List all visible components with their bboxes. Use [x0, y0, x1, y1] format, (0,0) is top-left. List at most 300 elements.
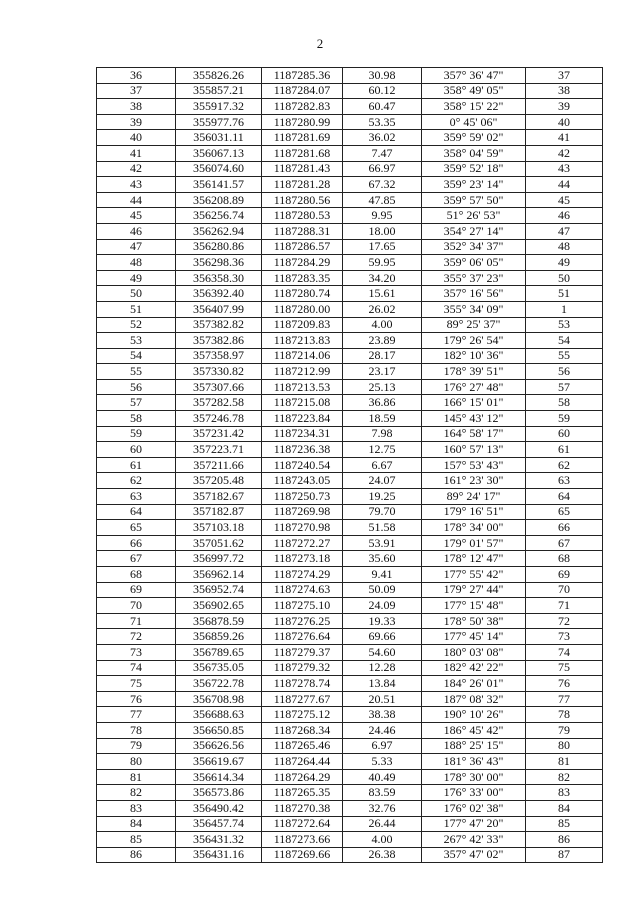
x-coordinate-cell: 356997.72: [176, 551, 262, 567]
point-number-cell: 79: [97, 738, 176, 754]
y-coordinate-cell: 1187275.10: [262, 598, 343, 614]
point-number-cell: 53: [97, 333, 176, 349]
distance-cell: 9.41: [343, 567, 422, 583]
table-row: [97, 114, 603, 130]
x-coordinate-cell: 356962.14: [176, 567, 262, 583]
next-point-number-cell: 86: [526, 832, 603, 848]
y-coordinate-cell: 1187281.28: [262, 177, 343, 193]
direction-angle-cell: 166° 15' 01": [422, 395, 526, 411]
direction-angle-cell: 354° 27' 14": [422, 223, 526, 239]
x-coordinate-cell: 357103.18: [176, 520, 262, 536]
direction-angle-cell: 178° 34' 00": [422, 520, 526, 536]
table-row: [97, 192, 603, 208]
distance-cell: 13.84: [343, 676, 422, 692]
direction-angle-cell: 352° 34' 37": [422, 239, 526, 255]
next-point-number-cell: 58: [526, 395, 603, 411]
point-number-cell: 85: [97, 832, 176, 848]
next-point-number-cell: 39: [526, 99, 603, 115]
next-point-number-cell: 55: [526, 348, 603, 364]
x-coordinate-cell: 356074.60: [176, 161, 262, 177]
coordinates-table-body: [97, 68, 603, 863]
distance-cell: 36.86: [343, 395, 422, 411]
x-coordinate-cell: 356735.05: [176, 660, 262, 676]
x-coordinate-cell: 357330.82: [176, 364, 262, 380]
point-number-cell: 67: [97, 551, 176, 567]
page-number: 2: [316, 36, 324, 51]
next-point-number-cell: 1: [526, 301, 603, 317]
table-row: [97, 333, 603, 349]
next-point-number-cell: 75: [526, 660, 603, 676]
table-row: [97, 644, 603, 660]
point-number-cell: 57: [97, 395, 176, 411]
distance-cell: 26.44: [343, 816, 422, 832]
distance-cell: 12.75: [343, 442, 422, 458]
coordinates-table: [96, 67, 603, 863]
x-coordinate-cell: 357182.87: [176, 504, 262, 520]
y-coordinate-cell: 1187250.73: [262, 489, 343, 505]
direction-angle-cell: 358° 04' 59": [422, 145, 526, 161]
direction-angle-cell: 176° 27' 48": [422, 379, 526, 395]
distance-cell: 9.95: [343, 208, 422, 224]
next-point-number-cell: 71: [526, 598, 603, 614]
y-coordinate-cell: 1187212.99: [262, 364, 343, 380]
next-point-number-cell: 79: [526, 722, 603, 738]
y-coordinate-cell: 1187270.98: [262, 520, 343, 536]
x-coordinate-cell: 356256.74: [176, 208, 262, 224]
x-coordinate-cell: 356208.89: [176, 192, 262, 208]
next-point-number-cell: 73: [526, 629, 603, 645]
next-point-number-cell: 84: [526, 800, 603, 816]
y-coordinate-cell: 1187281.69: [262, 130, 343, 146]
direction-angle-cell: 358° 49' 05": [422, 83, 526, 99]
distance-cell: 51.58: [343, 520, 422, 536]
direction-angle-cell: 51° 26' 53": [422, 208, 526, 224]
table-row: [97, 489, 603, 505]
y-coordinate-cell: 1187280.00: [262, 301, 343, 317]
x-coordinate-cell: 355857.21: [176, 83, 262, 99]
distance-cell: 83.59: [343, 785, 422, 801]
next-point-number-cell: 38: [526, 83, 603, 99]
point-number-cell: 44: [97, 192, 176, 208]
next-point-number-cell: 59: [526, 411, 603, 427]
table-row: [97, 379, 603, 395]
table-row: [97, 691, 603, 707]
point-number-cell: 72: [97, 629, 176, 645]
direction-angle-cell: 0° 45' 06": [422, 114, 526, 130]
table-row: [97, 660, 603, 676]
y-coordinate-cell: 1187280.99: [262, 114, 343, 130]
direction-angle-cell: 179° 26' 54": [422, 333, 526, 349]
y-coordinate-cell: 1187273.18: [262, 551, 343, 567]
point-number-cell: 81: [97, 769, 176, 785]
point-number-cell: 78: [97, 722, 176, 738]
x-coordinate-cell: 356031.11: [176, 130, 262, 146]
table-row: [97, 816, 603, 832]
direction-angle-cell: 180° 03' 08": [422, 644, 526, 660]
distance-cell: 38.38: [343, 707, 422, 723]
direction-angle-cell: 179° 01' 57": [422, 535, 526, 551]
y-coordinate-cell: 1187281.68: [262, 145, 343, 161]
direction-angle-cell: 188° 25' 15": [422, 738, 526, 754]
y-coordinate-cell: 1187280.56: [262, 192, 343, 208]
next-point-number-cell: 76: [526, 676, 603, 692]
table-row: [97, 785, 603, 801]
table-row: [97, 847, 603, 863]
distance-cell: 5.33: [343, 754, 422, 770]
x-coordinate-cell: 357205.48: [176, 473, 262, 489]
table-row: [97, 800, 603, 816]
next-point-number-cell: 57: [526, 379, 603, 395]
table-row: [97, 707, 603, 723]
x-coordinate-cell: 356490.42: [176, 800, 262, 816]
y-coordinate-cell: 1187288.31: [262, 223, 343, 239]
direction-angle-cell: 359° 23' 14": [422, 177, 526, 193]
x-coordinate-cell: 356722.78: [176, 676, 262, 692]
point-number-cell: 55: [97, 364, 176, 380]
point-number-cell: 39: [97, 114, 176, 130]
distance-cell: 30.98: [343, 68, 422, 84]
direction-angle-cell: 178° 50' 38": [422, 613, 526, 629]
next-point-number-cell: 87: [526, 847, 603, 863]
y-coordinate-cell: 1187264.29: [262, 769, 343, 785]
next-point-number-cell: 62: [526, 457, 603, 473]
distance-cell: 12.28: [343, 660, 422, 676]
point-number-cell: 68: [97, 567, 176, 583]
direction-angle-cell: 177° 47' 20": [422, 816, 526, 832]
point-number-cell: 47: [97, 239, 176, 255]
next-point-number-cell: 85: [526, 816, 603, 832]
y-coordinate-cell: 1187274.63: [262, 582, 343, 598]
distance-cell: 23.89: [343, 333, 422, 349]
table-row: [97, 130, 603, 146]
direction-angle-cell: 190° 10' 26": [422, 707, 526, 723]
next-point-number-cell: 53: [526, 317, 603, 333]
point-number-cell: 56: [97, 379, 176, 395]
table-row: [97, 613, 603, 629]
next-point-number-cell: 50: [526, 270, 603, 286]
table-row: [97, 598, 603, 614]
point-number-cell: 74: [97, 660, 176, 676]
next-point-number-cell: 41: [526, 130, 603, 146]
table-row: [97, 442, 603, 458]
distance-cell: 66.97: [343, 161, 422, 177]
table-row: [97, 411, 603, 427]
distance-cell: 6.97: [343, 738, 422, 754]
direction-angle-cell: 177° 55' 42": [422, 567, 526, 583]
y-coordinate-cell: 1187265.35: [262, 785, 343, 801]
next-point-number-cell: 46: [526, 208, 603, 224]
direction-angle-cell: 267° 42' 33": [422, 832, 526, 848]
point-number-cell: 58: [97, 411, 176, 427]
y-coordinate-cell: 1187265.46: [262, 738, 343, 754]
y-coordinate-cell: 1187234.31: [262, 426, 343, 442]
y-coordinate-cell: 1187275.12: [262, 707, 343, 723]
direction-angle-cell: 359° 57' 50": [422, 192, 526, 208]
x-coordinate-cell: 356431.32: [176, 832, 262, 848]
y-coordinate-cell: 1187269.66: [262, 847, 343, 863]
next-point-number-cell: 69: [526, 567, 603, 583]
next-point-number-cell: 60: [526, 426, 603, 442]
next-point-number-cell: 40: [526, 114, 603, 130]
point-number-cell: 70: [97, 598, 176, 614]
x-coordinate-cell: 355826.26: [176, 68, 262, 84]
next-point-number-cell: 66: [526, 520, 603, 536]
distance-cell: 67.32: [343, 177, 422, 193]
direction-angle-cell: 359° 06' 05": [422, 255, 526, 271]
x-coordinate-cell: 356902.65: [176, 598, 262, 614]
distance-cell: 47.85: [343, 192, 422, 208]
x-coordinate-cell: 356688.63: [176, 707, 262, 723]
next-point-number-cell: 56: [526, 364, 603, 380]
x-coordinate-cell: 356457.74: [176, 816, 262, 832]
point-number-cell: 52: [97, 317, 176, 333]
x-coordinate-cell: 356067.13: [176, 145, 262, 161]
x-coordinate-cell: 357211.66: [176, 457, 262, 473]
distance-cell: 50.09: [343, 582, 422, 598]
direction-angle-cell: 182° 42' 22": [422, 660, 526, 676]
direction-angle-cell: 355° 34' 09": [422, 301, 526, 317]
table-row: [97, 504, 603, 520]
x-coordinate-cell: 356358.30: [176, 270, 262, 286]
table-row: [97, 286, 603, 302]
point-number-cell: 42: [97, 161, 176, 177]
distance-cell: 18.59: [343, 411, 422, 427]
distance-cell: 53.91: [343, 535, 422, 551]
y-coordinate-cell: 1187272.27: [262, 535, 343, 551]
direction-angle-cell: 176° 02' 38": [422, 800, 526, 816]
y-coordinate-cell: 1187268.34: [262, 722, 343, 738]
y-coordinate-cell: 1187213.83: [262, 333, 343, 349]
x-coordinate-cell: 356614.34: [176, 769, 262, 785]
x-coordinate-cell: 356280.86: [176, 239, 262, 255]
direction-angle-cell: 184° 26' 01": [422, 676, 526, 692]
y-coordinate-cell: 1187279.37: [262, 644, 343, 660]
point-number-cell: 37: [97, 83, 176, 99]
x-coordinate-cell: 355917.32: [176, 99, 262, 115]
direction-angle-cell: 357° 16' 56": [422, 286, 526, 302]
direction-angle-cell: 181° 36' 43": [422, 754, 526, 770]
table-row: [97, 769, 603, 785]
next-point-number-cell: 65: [526, 504, 603, 520]
distance-cell: 7.98: [343, 426, 422, 442]
next-point-number-cell: 80: [526, 738, 603, 754]
distance-cell: 28.17: [343, 348, 422, 364]
distance-cell: 60.47: [343, 99, 422, 115]
distance-cell: 34.20: [343, 270, 422, 286]
table-row: [97, 208, 603, 224]
direction-angle-cell: 358° 15' 22": [422, 99, 526, 115]
y-coordinate-cell: 1187273.66: [262, 832, 343, 848]
x-coordinate-cell: 357382.82: [176, 317, 262, 333]
distance-cell: 24.46: [343, 722, 422, 738]
point-number-cell: 77: [97, 707, 176, 723]
point-number-cell: 48: [97, 255, 176, 271]
table-row: [97, 317, 603, 333]
next-point-number-cell: 48: [526, 239, 603, 255]
x-coordinate-cell: 355977.76: [176, 114, 262, 130]
distance-cell: 7.47: [343, 145, 422, 161]
distance-cell: 26.02: [343, 301, 422, 317]
direction-angle-cell: 186° 45' 42": [422, 722, 526, 738]
point-number-cell: 63: [97, 489, 176, 505]
table-row: [97, 426, 603, 442]
y-coordinate-cell: 1187280.53: [262, 208, 343, 224]
y-coordinate-cell: 1187243.05: [262, 473, 343, 489]
x-coordinate-cell: 356878.59: [176, 613, 262, 629]
distance-cell: 26.38: [343, 847, 422, 863]
point-number-cell: 51: [97, 301, 176, 317]
point-number-cell: 45: [97, 208, 176, 224]
direction-angle-cell: 357° 36' 47": [422, 68, 526, 84]
table-row: [97, 223, 603, 239]
point-number-cell: 60: [97, 442, 176, 458]
y-coordinate-cell: 1187272.64: [262, 816, 343, 832]
point-number-cell: 84: [97, 816, 176, 832]
table-row: [97, 567, 603, 583]
point-number-cell: 80: [97, 754, 176, 770]
table-row: [97, 255, 603, 271]
x-coordinate-cell: 357231.42: [176, 426, 262, 442]
table-row: [97, 738, 603, 754]
point-number-cell: 54: [97, 348, 176, 364]
distance-cell: 36.02: [343, 130, 422, 146]
x-coordinate-cell: 356392.40: [176, 286, 262, 302]
table-row: [97, 161, 603, 177]
next-point-number-cell: 64: [526, 489, 603, 505]
table-row: [97, 145, 603, 161]
direction-angle-cell: 89° 25' 37": [422, 317, 526, 333]
y-coordinate-cell: 1187269.98: [262, 504, 343, 520]
table-row: [97, 520, 603, 536]
point-number-cell: 46: [97, 223, 176, 239]
direction-angle-cell: 179° 16' 51": [422, 504, 526, 520]
distance-cell: 19.25: [343, 489, 422, 505]
point-number-cell: 75: [97, 676, 176, 692]
y-coordinate-cell: 1187284.07: [262, 83, 343, 99]
table-row: [97, 270, 603, 286]
y-coordinate-cell: 1187215.08: [262, 395, 343, 411]
distance-cell: 25.13: [343, 379, 422, 395]
direction-angle-cell: 160° 57' 13": [422, 442, 526, 458]
point-number-cell: 71: [97, 613, 176, 629]
y-coordinate-cell: 1187285.36: [262, 68, 343, 84]
distance-cell: 24.07: [343, 473, 422, 489]
point-number-cell: 43: [97, 177, 176, 193]
x-coordinate-cell: 356789.65: [176, 644, 262, 660]
direction-angle-cell: 359° 52' 18": [422, 161, 526, 177]
distance-cell: 6.67: [343, 457, 422, 473]
direction-angle-cell: 178° 12' 47": [422, 551, 526, 567]
x-coordinate-cell: 357051.62: [176, 535, 262, 551]
y-coordinate-cell: 1187274.29: [262, 567, 343, 583]
next-point-number-cell: 37: [526, 68, 603, 84]
x-coordinate-cell: 356859.26: [176, 629, 262, 645]
x-coordinate-cell: 356141.57: [176, 177, 262, 193]
point-number-cell: 86: [97, 847, 176, 863]
y-coordinate-cell: 1187284.29: [262, 255, 343, 271]
table-row: [97, 99, 603, 115]
point-number-cell: 65: [97, 520, 176, 536]
distance-cell: 35.60: [343, 551, 422, 567]
next-point-number-cell: 77: [526, 691, 603, 707]
point-number-cell: 50: [97, 286, 176, 302]
direction-angle-cell: 182° 10' 36": [422, 348, 526, 364]
direction-angle-cell: 178° 30' 00": [422, 769, 526, 785]
next-point-number-cell: 70: [526, 582, 603, 598]
y-coordinate-cell: 1187223.84: [262, 411, 343, 427]
x-coordinate-cell: 356619.67: [176, 754, 262, 770]
y-coordinate-cell: 1187276.25: [262, 613, 343, 629]
x-coordinate-cell: 356650.85: [176, 722, 262, 738]
y-coordinate-cell: 1187283.35: [262, 270, 343, 286]
direction-angle-cell: 161° 23' 30": [422, 473, 526, 489]
distance-cell: 69.66: [343, 629, 422, 645]
y-coordinate-cell: 1187280.74: [262, 286, 343, 302]
direction-angle-cell: 355° 37' 23": [422, 270, 526, 286]
direction-angle-cell: 359° 59' 02": [422, 130, 526, 146]
table-row: [97, 582, 603, 598]
x-coordinate-cell: 356431.16: [176, 847, 262, 863]
next-point-number-cell: 61: [526, 442, 603, 458]
next-point-number-cell: 51: [526, 286, 603, 302]
distance-cell: 23.17: [343, 364, 422, 380]
table-row: [97, 551, 603, 567]
distance-cell: 60.12: [343, 83, 422, 99]
next-point-number-cell: 43: [526, 161, 603, 177]
y-coordinate-cell: 1187286.57: [262, 239, 343, 255]
x-coordinate-cell: 356626.56: [176, 738, 262, 754]
table-row: [97, 395, 603, 411]
distance-cell: 18.00: [343, 223, 422, 239]
direction-angle-cell: 176° 33' 00": [422, 785, 526, 801]
point-number-cell: 41: [97, 145, 176, 161]
distance-cell: 4.00: [343, 832, 422, 848]
direction-angle-cell: 157° 53' 43": [422, 457, 526, 473]
x-coordinate-cell: 356573.86: [176, 785, 262, 801]
distance-cell: 54.60: [343, 644, 422, 660]
y-coordinate-cell: 1187277.67: [262, 691, 343, 707]
next-point-number-cell: 82: [526, 769, 603, 785]
y-coordinate-cell: 1187276.64: [262, 629, 343, 645]
next-point-number-cell: 47: [526, 223, 603, 239]
next-point-number-cell: 67: [526, 535, 603, 551]
point-number-cell: 38: [97, 99, 176, 115]
next-point-number-cell: 74: [526, 644, 603, 660]
distance-cell: 17.65: [343, 239, 422, 255]
next-point-number-cell: 45: [526, 192, 603, 208]
x-coordinate-cell: 356708.98: [176, 691, 262, 707]
point-number-cell: 59: [97, 426, 176, 442]
table-row: [97, 348, 603, 364]
x-coordinate-cell: 357246.78: [176, 411, 262, 427]
y-coordinate-cell: 1187236.38: [262, 442, 343, 458]
table-row: [97, 754, 603, 770]
y-coordinate-cell: 1187214.06: [262, 348, 343, 364]
point-number-cell: 64: [97, 504, 176, 520]
table-row: [97, 676, 603, 692]
distance-cell: 24.09: [343, 598, 422, 614]
next-point-number-cell: 83: [526, 785, 603, 801]
y-coordinate-cell: 1187279.32: [262, 660, 343, 676]
next-point-number-cell: 54: [526, 333, 603, 349]
table-row: [97, 629, 603, 645]
next-point-number-cell: 49: [526, 255, 603, 271]
direction-angle-cell: 177° 45' 14": [422, 629, 526, 645]
direction-angle-cell: 187° 08' 32": [422, 691, 526, 707]
table-row: [97, 832, 603, 848]
table-row: [97, 473, 603, 489]
table-row: [97, 364, 603, 380]
